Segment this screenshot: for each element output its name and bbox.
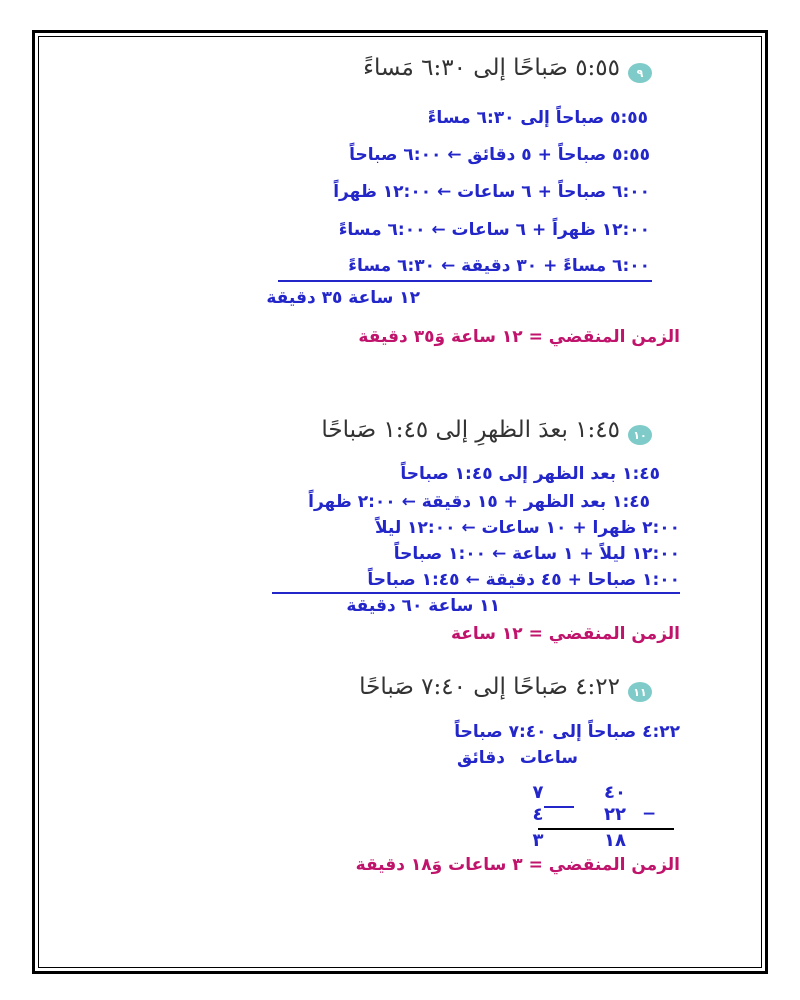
q9-step-4: ٦:٠٠ مساءً + ٣٠ دقيقة ← ٦:٣٠ مساءً — [348, 256, 650, 276]
q11-restate: ٤:٢٢ صباحاً إلى ٧:٤٠ صباحاً — [454, 722, 680, 742]
q11-minus-sign: − — [642, 804, 657, 824]
q11-row3-minutes: ١٨ — [604, 830, 626, 851]
q10-restate: ١:٤٥ بعد الظهر إلى ١:٤٥ صباحاً — [400, 464, 660, 484]
q10-sum-line — [272, 592, 680, 594]
question-9-badge: ٩ — [628, 63, 652, 83]
q11-row1-minutes: ٤٠ — [604, 782, 626, 803]
q11-row2-hours: ٤ — [532, 804, 544, 825]
q10-step-1: ١:٤٥ بعد الظهر + ١٥ دقيقة ← ٢:٠٠ ظهراً — [308, 492, 650, 512]
q10-answer: الزمن المنقضي = ١٢ ساعة — [450, 624, 680, 644]
q9-total: ١٢ ساعة ٣٥ دقيقة — [266, 288, 420, 308]
q9-step-2: ٦:٠٠ صباحاً + ٦ ساعات ← ١٢:٠٠ ظهراً — [333, 182, 650, 202]
q11-col-minutes: دقائق — [457, 748, 505, 768]
q9-sum-line — [278, 280, 652, 282]
q10-step-4: ١:٠٠ صباحا + ٤٥ دقيقة ← ١:٤٥ صباحاً — [367, 570, 680, 590]
q11-row1-underline — [544, 806, 574, 808]
q11-col-hours: ساعات — [519, 748, 578, 768]
question-11-badge: ١١ — [628, 682, 652, 702]
q10-step-2: ٢:٠٠ ظهرا + ١٠ ساعات ← ١٢:٠٠ ليلاً — [375, 518, 680, 538]
q9-step-3: ١٢:٠٠ ظهراً + ٦ ساعات ← ٦:٠٠ مساءً — [338, 220, 650, 240]
q10-step-3: ١٢:٠٠ ليلاً + ١ ساعة ← ١:٠٠ صباحاً — [393, 544, 680, 564]
question-11-title: ٤:٢٢ صَباحًا إلى ٧:٤٠ صَباحًا — [359, 674, 620, 700]
question-9-title: ٥:٥٥ صَباحًا إلى ٦:٣٠ مَساءً — [363, 55, 620, 81]
q11-row3-hours: ٣ — [532, 830, 544, 851]
q9-answer: الزمن المنقضي = ١٢ ساعة وَ٣٥ دقيقة — [358, 327, 680, 347]
q10-total: ١١ ساعة ٦٠ دقيقة — [346, 596, 500, 616]
question-10-title: ١:٤٥ بعدَ الظهرِ إلى ١:٤٥ صَباحًا — [321, 417, 620, 443]
question-10-badge: ١٠ — [628, 425, 652, 445]
q11-row2-minutes: ٢٢ — [604, 804, 626, 825]
q11-answer: الزمن المنقضي = ٣ ساعات وَ١٨ دقيقة — [355, 855, 680, 875]
q9-restate: ٥:٥٥ صباحاً إلى ٦:٣٠ مساءً — [427, 108, 648, 128]
q11-row1-hours: ٧ — [532, 782, 544, 803]
q9-step-1: ٥:٥٥ صباحاً + ٥ دقائق ← ٦:٠٠ صباحاً — [349, 145, 650, 165]
